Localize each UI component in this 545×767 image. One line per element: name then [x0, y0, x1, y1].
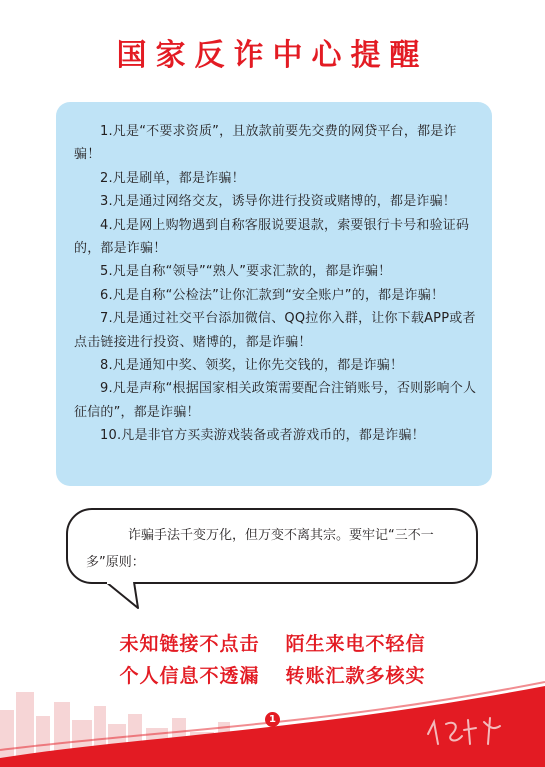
slogan-line-1 — [0, 628, 545, 660]
rule-item: 2.凡是刷单，都是诈骗！ — [100, 170, 245, 186]
rules-list — [74, 120, 478, 448]
slogan-text: 未知链接不点击 — [119, 633, 260, 655]
slogan-text: 转账汇款多核实 — [285, 665, 426, 687]
page-number: 1 — [265, 712, 280, 727]
rule-item: 8.凡是通知中奖、领奖，让你先交钱的，都是诈骗！ — [100, 358, 404, 374]
rule-item: 6.凡是自称“公检法”让你汇款到“安全账户”的，都是诈骗！ — [100, 287, 445, 303]
speech-bubble-tail — [104, 582, 144, 612]
rule-item: 1.凡是“不要求资质”，且放款前要先交费的网贷平台，都是诈骗！ — [74, 124, 457, 163]
bubble-text: 诈骗手法千变万化，但万变不离其宗。要牢记“三不一多”原则： — [86, 528, 434, 570]
speech-bubble — [66, 508, 478, 584]
rule-item: 3.凡是通过网络交友，诱导你进行投资或赌博的，都是诈骗！ — [100, 194, 457, 210]
rules-box — [56, 102, 492, 486]
rule-item: 4.凡是网上购物遇到自称客服说要退款，索要银行卡号和验证码的，都是诈骗！ — [74, 217, 470, 257]
page-title: 国家反诈中心提醒 — [116, 38, 429, 73]
rule-item: 10.凡是非官方买卖游戏装备或者游戏币的，都是诈骗！ — [100, 428, 425, 444]
rule-item: 9.凡是声称“根据国家相关政策需要配合注销账号，否则影响个人征信的”，都是诈骗！ — [74, 381, 477, 420]
rule-item: 5.凡是自称“领导”“熟人”要求汇款的，都是诈骗！ — [100, 264, 392, 280]
slogan-text: 个人信息不透漏 — [119, 665, 260, 687]
slogan-text: 陌生来电不轻信 — [285, 633, 426, 655]
rule-item: 7.凡是通过社交平台添加微信、QQ拉你入群，让你下载APP或者点击链接进行投资、赌博的，都是诈骗！ — [74, 311, 476, 350]
